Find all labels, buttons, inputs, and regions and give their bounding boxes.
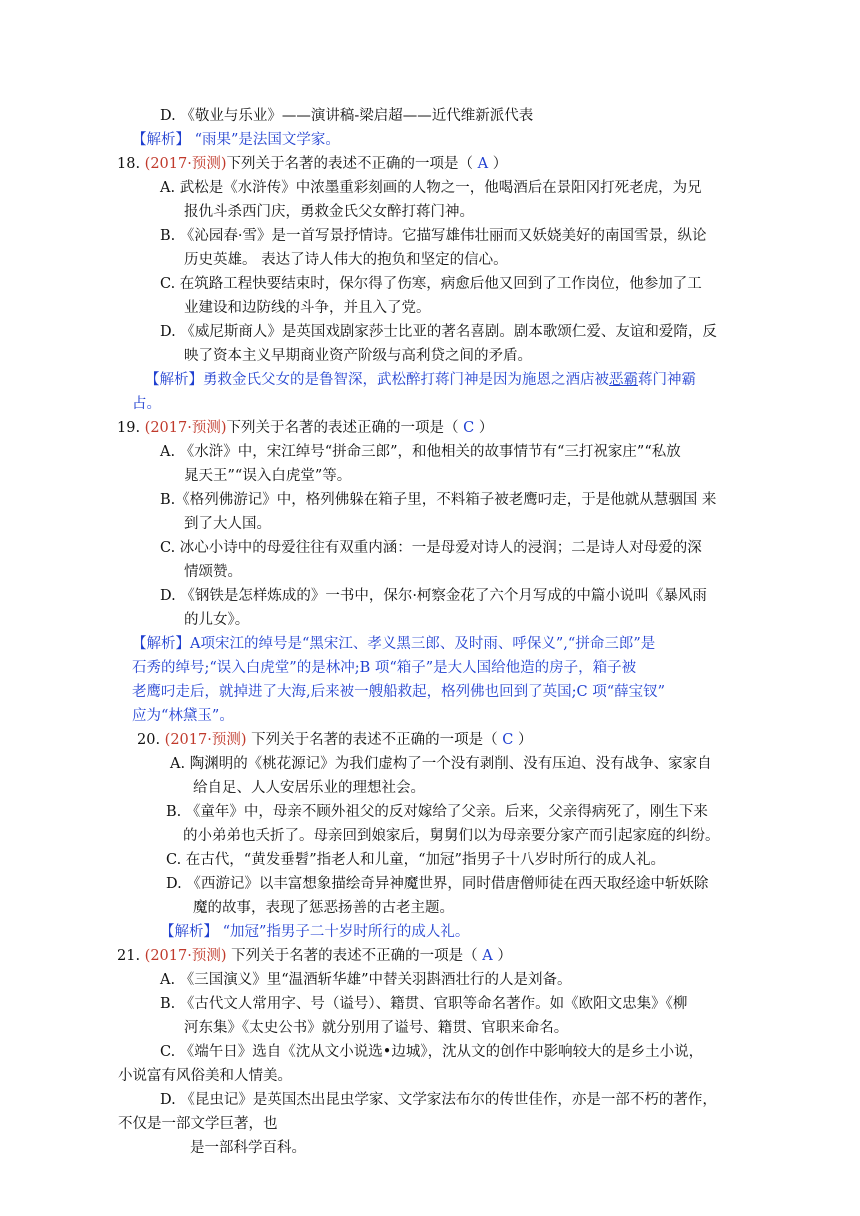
question-number: 21. [117, 948, 145, 964]
question-21-stem [117, 946, 512, 966]
q19-analysis: 【解析】A项宋江的绰号是“黑宋江、孝义黑三郎、及时雨、呼保义”,“拼命三郎”是 [132, 636, 656, 652]
q19-option-d-cont: 的儿女》。 [184, 612, 250, 628]
question-number: 20. [137, 732, 165, 748]
q21-option-d-cont-1: 不仅是一部文学巨著，也 [118, 1116, 278, 1132]
q19-option-b: B.《格列佛游记》中，格列佛躲在箱子里，不料箱子被老鹰叼走，于是他就从慧骃国 来 [160, 492, 717, 508]
q19-analysis-cont-3: 应为“林黛玉”。 [132, 708, 234, 724]
analysis-tag: 【解析】 [132, 132, 190, 148]
question-20-stem [137, 730, 532, 750]
q19-option-c: C. 冰心小诗中的母爱往往有双重内涵：一是母爱对诗人的浸润；二是诗人对母爱的深 [160, 540, 702, 556]
analysis-text: 【解析】勇救金氏父女的是鲁智深，武松醉打蒋门神是因为施恩之酒店被 [145, 372, 609, 388]
q20-option-c: C. 在古代，“黄发垂髫”指老人和儿童，“加冠”指男子十八岁时所行的成人礼。 [166, 852, 665, 868]
question-text: 下列关于名著的表述正确的一项是（ [226, 420, 459, 436]
answer-letter: C [497, 732, 518, 748]
q19-option-a: A. 《水浒》中，宋江绰号“拼命三郎”，和他相关的故事情节有“三打祝家庄”“私放 [160, 444, 681, 460]
q19-option-c-cont: 情颂赞。 [184, 564, 242, 580]
q19-analysis-cont-1: 石秀的绰号;“误入白虎堂”的是林冲;B 项“箱子”是大人国给他造的房子，箱子被 [132, 660, 637, 676]
q21-option-c: C. 《端午日》选自《沈从文小说选•边城》，沈从文的创作中影响较大的是乡土小说， [160, 1044, 704, 1060]
analysis-text-end: 蒋门神霸 [638, 372, 696, 388]
q21-option-b: B. 《古代文人常用字、号（谥号）、籍贯、官职等命名著作。如《欧阳文忠集》《柳 [160, 996, 688, 1012]
analysis-tag: 【解析】 [160, 924, 218, 940]
question-text: 下列关于名著的表述不正确的一项是（ [226, 156, 473, 172]
q18-option-d-cont: 映了资本主义早期商业资产阶级与高利贷之间的矛盾。 [184, 348, 532, 364]
q19-option-b-cont: 到了大人国。 [184, 516, 271, 532]
q19-option-d: D. 《钢铁是怎样炼成的》一书中，保尔·柯察金花了六个月写成的中篇小说叫《暴风雨 [160, 588, 707, 604]
q20-analysis [160, 922, 469, 942]
question-close: ） [497, 948, 512, 964]
question-number: 19. [117, 420, 145, 436]
question-year: (2017·预测) [144, 420, 227, 436]
analysis-text: “加冠”指男子二十岁时所行的成人礼。 [218, 924, 470, 940]
q18-option-b: B. 《沁园春·雪》是一首写景抒情诗。它描写雄伟壮丽而又妖娆美好的南国雪景，纵论 [160, 228, 707, 244]
question-close: ） [478, 420, 494, 436]
q19-option-a-cont: 晁天王”“误入白虎堂”等。 [184, 468, 352, 484]
q21-option-b-cont: 河东集》《太史公书》就分别用了谥号、籍贯、官职来命名。 [184, 1020, 569, 1036]
q18-analysis [145, 370, 696, 390]
question-19-stem [117, 418, 493, 438]
q18-option-d: D. 《威尼斯商人》是英国戏剧家莎士比亚的著名喜剧。剧本歌颂仁爱、友谊和爱隋，反 [160, 324, 717, 340]
q18-option-a-cont: 报仇斗杀西门庆，勇救金氏父女醉打蒋门神。 [184, 204, 474, 220]
q18-option-c: C. 在筑路工程快要结束时，保尔得了伤寒，病愈后他又回到了工作岗位，他参加了工 [160, 276, 702, 292]
analysis-text: “雨果”是法国文学家。 [190, 132, 340, 148]
q21-option-d: D. 《昆虫记》是英国杰出昆虫学家、文学家法布尔的传世佳作，亦是一部不朽的著作， [160, 1092, 717, 1108]
analysis-underline: 恶霸 [609, 372, 638, 388]
q20-option-a-cont: 给自足、人人安居乐业的理想社会。 [193, 780, 425, 796]
q20-option-b: B. 《童年》中，母亲不顾外祖父的反对嫁给了父亲。后来，父亲得病死了，刚生下来 [166, 804, 708, 820]
question-number: 18. [117, 156, 145, 172]
answer-letter: A [477, 948, 498, 964]
question-text: 下列关于名著的表述不正确的一项是（ [226, 948, 478, 964]
q21-option-d-cont-2: 是一部科学百科。 [190, 1140, 306, 1156]
question-close: ） [517, 732, 533, 748]
q18-option-a: A. 武松是《水浒传》中浓墨重彩刻画的人物之一，他喝酒后在景阳冈打死老虎，为兄 [160, 180, 702, 196]
question-year: (2017·预测) [144, 156, 227, 172]
option-d-prev: D. 《敬业与乐业》——演讲稿-梁启超——近代维新派代表 [160, 108, 534, 124]
question-close: ） [492, 156, 508, 172]
q19-analysis-cont-2: 老鹰叼走后，就掉进了大海,后来被一艘船救起，格列佛也回到了英国;C 项“薛宝钗” [132, 684, 666, 700]
q21-option-a: A. 《三国演义》里“温酒斩华雄”中替关羽斟酒壮行的人是刘备。 [160, 972, 572, 988]
q18-option-b-cont: 历史英雄。 表达了诗人伟大的抱负和坚定的信心。 [184, 252, 508, 268]
q21-option-c-cont: 小说富有风俗美和人情美。 [118, 1068, 292, 1084]
answer-letter: A [473, 156, 493, 172]
q20-option-d: D. 《西游记》以丰富想象描绘奇异神魔世界，同时借唐僧师徒在西天取经途中斩妖除 [166, 876, 709, 892]
question-year: (2017·预测) [164, 732, 247, 748]
question-18-stem [117, 154, 507, 174]
q20-option-b-cont: 的小弟弟也夭折了。母亲回到娘家后，舅舅们以为母亲要分家产而引起家庭的纠纷。 [183, 828, 720, 844]
q18-option-c-cont: 业建设和边防线的斗争，并且入了党。 [184, 300, 431, 316]
q20-option-d-cont: 魔的故事，表现了惩恶扬善的古老主题。 [193, 900, 454, 916]
answer-letter: C [458, 420, 479, 436]
analysis-prev [132, 130, 340, 150]
question-text: 下列关于名著的表述不正确的一项是（ [246, 732, 498, 748]
q18-analysis-cont: 占。 [132, 396, 161, 412]
question-year: (2017·预测) [144, 948, 227, 964]
q20-option-a: A. 陶渊明的《桃花源记》为我们虚构了一个没有剥削、没有压迫、没有战争、家家自 [170, 756, 712, 772]
